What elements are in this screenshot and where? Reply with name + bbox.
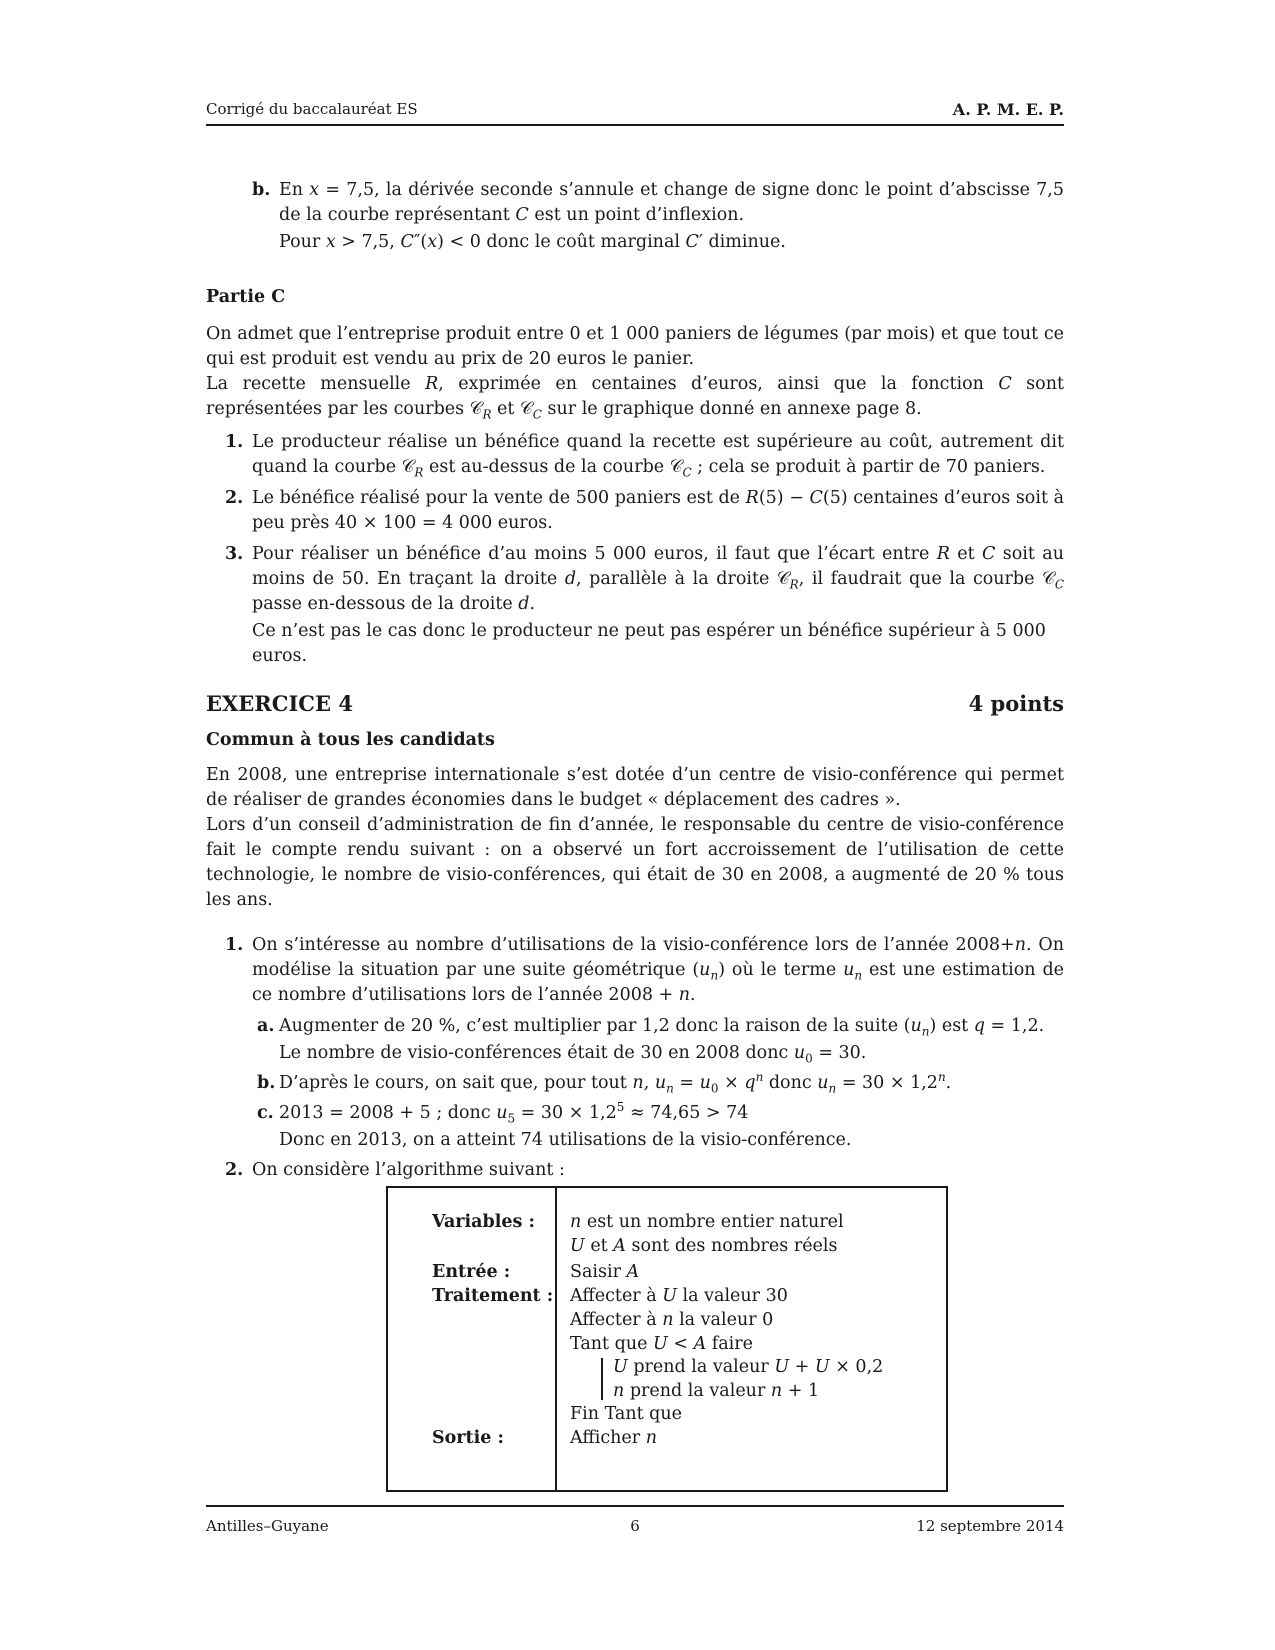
- item-label: c.: [257, 1103, 274, 1123]
- item-label: b.: [252, 180, 271, 200]
- algo-line: Fin Tant que: [570, 1404, 683, 1424]
- item-label: b.: [257, 1073, 276, 1093]
- page-footer: [206, 1505, 1064, 1541]
- header-left: Corrigé du baccalauréat ES: [206, 100, 418, 118]
- paragraph: En 2008, une entreprise internationale s’est dotée d’un centre de visio-conférence qui permet de réaliser de grandes économies dans le budget « déplacement des cadres ».: [206, 765, 1064, 810]
- exercise-name: EXERCICE 4: [206, 691, 353, 716]
- item-text-2: Donc en 2013, on a atteint 74 utilisations de la visio-conférence.: [279, 1130, 852, 1150]
- item-label: 2.: [225, 1160, 244, 1180]
- item-label: 1.: [225, 935, 244, 955]
- sub-item-c: [206, 1101, 1064, 1153]
- item-label: 1.: [225, 432, 244, 452]
- item-text: On considère l’algorithme suivant :: [252, 1160, 565, 1180]
- exercise-points: 4 points: [968, 691, 1064, 716]
- running-header: [206, 100, 1064, 126]
- algo-label-traitement: Traitement :: [432, 1286, 554, 1306]
- item-text: En x = 7,5, la dérivée seconde s’annule et change de signe donc le point d’abscisse 7,5 de la courbe représentant C est un point d’inflexion.: [279, 180, 1065, 225]
- item-text-2: Le nombre de visio-conférences était de 30 en 2008 donc $u_0 = 30$.: [279, 1043, 867, 1066]
- algo-line: Saisir A: [570, 1262, 640, 1282]
- item-text: Augmenter de 20 %, c’est multiplier par 1,2 donc la raison de la suite $(u_n)$ est q = 1,2.: [279, 1016, 1045, 1039]
- item-text: D’après le cours, on sait que, pour tout n, $u_n = u_0 \times q^n$ donc $u_n = 30 \times 1,2^n$.: [279, 1070, 952, 1096]
- item-text: Le producteur réalise un bénéfice quand la recette est supérieure au coût, autrement dit quand la courbe 𝒞$_R$ est au-dessus de la courbe 𝒞$_C$ ; cela se produit à partir de 70 paniers.: [252, 432, 1064, 480]
- paragraph: On admet que l’entreprise produit entre 0 et 1 000 paniers de légumes (par mois) et que tout ce qui est produit est vendu au prix de 20 euros le panier.: [206, 324, 1064, 369]
- algo-line: Tant que U < A faire: [570, 1334, 753, 1354]
- item-label: 3.: [225, 544, 244, 564]
- page-number: 6: [630, 1517, 640, 1535]
- sub-item-b: [206, 1071, 1064, 1096]
- algo-label-sortie: Sortie :: [432, 1428, 504, 1448]
- sub-item-a: [206, 1014, 1064, 1066]
- algo-line: Affecter à n la valeur 0: [570, 1310, 774, 1330]
- list-item: [206, 1158, 1064, 1183]
- algorithm-separator: [555, 1188, 557, 1490]
- exercise-title: [206, 691, 1064, 719]
- main-content: [206, 178, 1065, 1448]
- algo-line: Affecter à U la valeur 30: [570, 1286, 788, 1306]
- exercise-subtitle: Commun à tous les candidats: [206, 730, 495, 750]
- item-label: 2.: [225, 488, 244, 508]
- paragraph: La recette mensuelle R, exprimée en centaines d’euros, ainsi que la fonction C sont représentées par les courbes 𝒞$_R$ et 𝒞$_C$ sur le graphique donné en annexe page 8.: [206, 374, 1064, 422]
- algo-line: Afficher n: [570, 1428, 657, 1448]
- algo-label-entree: Entrée :: [432, 1262, 511, 1282]
- list-item: [206, 430, 1064, 480]
- partB-item-b: [206, 178, 1064, 255]
- item-text-2: Pour x > 7,5, C″(x) < 0 donc le coût marginal C′ diminue.: [279, 232, 786, 252]
- algo-line: U prend la valeur U + U × 0,2: [613, 1357, 884, 1377]
- item-text: 2013 = 2008 + 5 ; donc $u_5 = 30 \times 1,2^5 \approx 74,65 > 74$: [279, 1100, 749, 1126]
- loop-bar: [601, 1358, 603, 1400]
- list-item: [206, 542, 1064, 669]
- footer-date: 12 septembre 2014: [916, 1517, 1064, 1535]
- paragraph: Lors d’un conseil d’administration de fin d’année, le responsable du centre de visio-conférence fait le compte rendu suivant : on a observé un fort accroissement de l’utilisation de cette technologie, le nombre de visio-conférences, qui était de 30 en 2008, a augmenté de 20 % tous les ans.: [206, 815, 1064, 910]
- item-text: Le bénéfice réalisé pour la vente de 500 paniers est de R(5) − C(5) centaines d’euros soit à peu près 40 × 100 = 4 000 euros.: [252, 488, 1064, 533]
- item-text: Pour réaliser un bénéfice d’au moins 5 000 euros, il faut que l’écart entre R et C soit au moins de 50. En traçant la droite d, parallèle à la droite 𝒞$_R$, il faudrait que la courbe 𝒞$_C$ passe en-dessous de la droite d.: [252, 544, 1064, 614]
- algorithm-box: [386, 1186, 948, 1492]
- list-item: [206, 933, 1064, 1008]
- algo-label-variables: Variables :: [432, 1212, 535, 1232]
- item-text-2: Ce n’est pas le cas donc le producteur ne peut pas espérer un bénéfice supérieur à 5 000 euros.: [252, 621, 1046, 666]
- item-label: a.: [257, 1016, 275, 1036]
- header-right: A. P. M. E. P.: [952, 100, 1064, 119]
- algo-line: n prend la valeur n + 1: [613, 1381, 820, 1401]
- footer-left: Antilles–Guyane: [206, 1517, 329, 1535]
- section-title: Partie C: [206, 287, 286, 307]
- algo-line: U et A sont des nombres réels: [570, 1236, 838, 1256]
- item-text: On s’intéresse au nombre d’utilisations de la visio-conférence lors de l’année 2008+n. On modélise la situation par une suite géométrique $(u_n)$ où le terme $u_n$ est une estimation de ce nombre d’utilisations lors de l’année 2008 + n.: [252, 935, 1064, 1005]
- list-item: [206, 486, 1064, 536]
- algo-line: n est un nombre entier naturel: [570, 1212, 844, 1232]
